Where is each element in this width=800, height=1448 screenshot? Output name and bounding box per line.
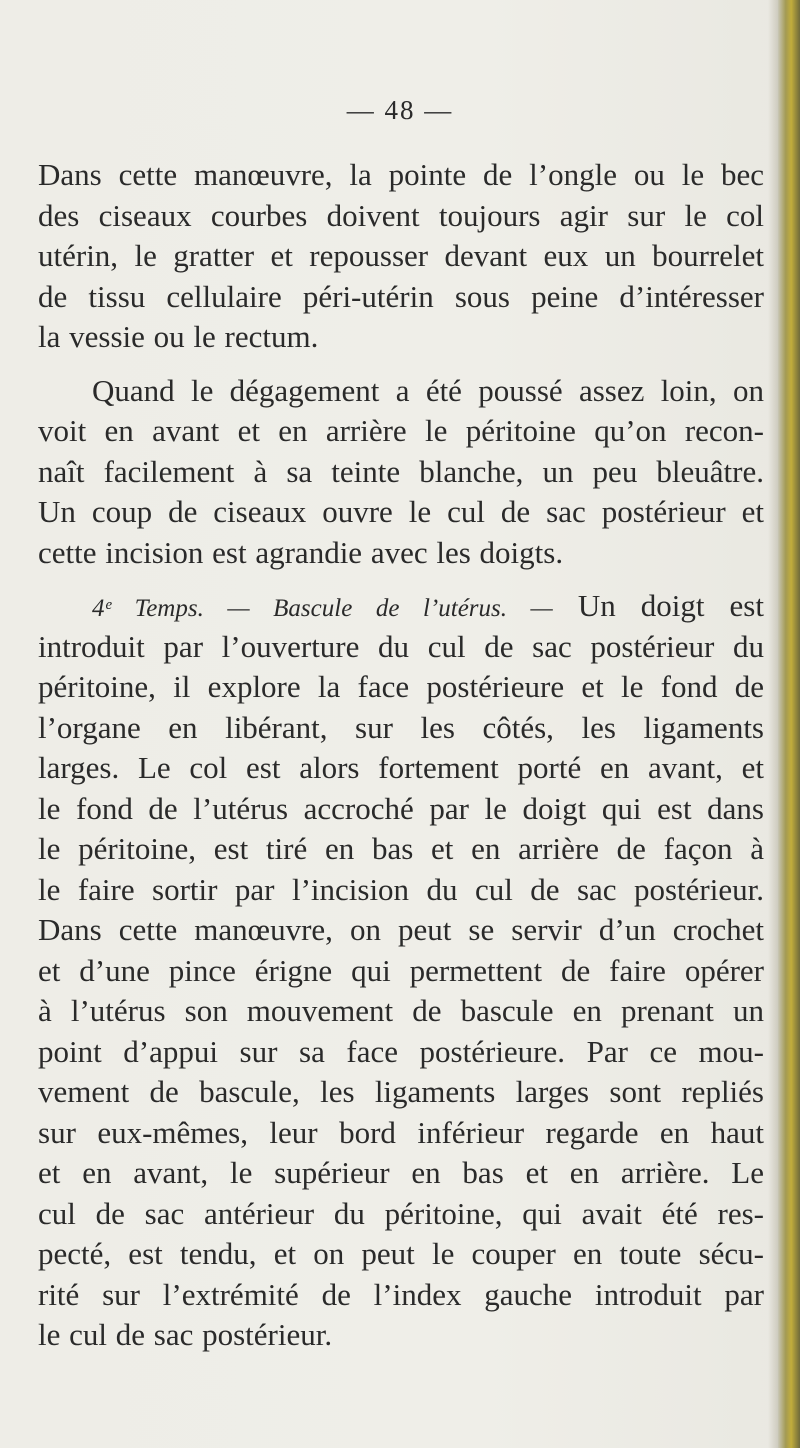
body-text [38, 155, 764, 1356]
text-line: de tissu cellulaire péri-utérin sous peine d’intéresser [38, 278, 764, 314]
book-spine-edge [778, 0, 800, 1448]
text-line: des ciseaux courbes doivent toujours agir sur le col [38, 197, 764, 233]
text-line: l’organe en libérant, sur les côtés, les ligaments [38, 709, 764, 745]
text-line: Dans cette manœuvre, on peut se servir d’un crochet [38, 912, 764, 947]
spine-shadow [768, 0, 778, 1448]
text-line: à l’utérus son mouvement de bascule en prenant un [38, 993, 764, 1028]
text-line: larges. Le col est alors fortement porté en avant, et [38, 750, 764, 785]
text-line: et en avant, le supérieur en bas et en arrière. Le [38, 1155, 764, 1190]
text-line: point d’appui sur sa face postérieure. Par ce mou- [38, 1033, 764, 1069]
text-line: et d’une pince érigne qui permettent de faire opérer [38, 952, 764, 988]
page-number: — 48 — [346, 95, 454, 125]
paragraph-3 [38, 586, 764, 1356]
text-line: le faire sortir par l’incision du cul de sac postérieur. [38, 871, 764, 907]
text-fragment: Un doigt est [577, 588, 764, 623]
text-line: sur eux-mêmes, leur bord inférieur regarde en haut [38, 1114, 764, 1150]
text-line: cul de sac antérieur du péritoine, qui avait été res- [38, 1195, 764, 1231]
section-heading: 4ᵉ Temps. — Bascule de l’utérus. — [92, 595, 553, 622]
text-line: Dans cette manœuvre, la pointe de l’ongle ou le bec [38, 157, 764, 192]
text-line: pecté, est tendu, et on peut le couper en toute sécu- [38, 1236, 764, 1271]
text-line: naît facilement à sa teinte blanche, un peu bleuâtre. [38, 453, 764, 489]
text-line: introduit par l’ouverture du cul de sac postérieur du [38, 628, 764, 664]
text-line: cette incision est agrandie avec les doigts. [38, 534, 564, 570]
text-line: utérin, le gratter et repousser devant eux un bourrelet [38, 238, 764, 273]
text-line: péritoine, il explore la face postérieure et le fond de [38, 669, 764, 704]
text-line: Quand le dégagement a été poussé assez loin, on [92, 372, 764, 408]
text-line: le fond de l’utérus accroché par le doigt qui est dans [38, 790, 764, 826]
paragraph-2 [38, 371, 764, 574]
text-line: voit en avant et en arrière le péritoine qu’on recon- [38, 413, 764, 448]
text-line: Un coup de ciseaux ouvre le cul de sac postérieur et [38, 494, 764, 529]
section-heading-line [38, 586, 764, 627]
text-line: le péritoine, est tiré en bas et en arrière de façon à [38, 831, 764, 866]
text-line: rité sur l’extrémité de l’index gauche introduit par [38, 1276, 764, 1312]
text-line: la vessie ou le rectum. [38, 319, 319, 354]
paragraph-1 [38, 155, 764, 358]
text-line: le cul de sac postérieur. [38, 1317, 333, 1352]
text-line: vement de bascule, les ligaments larges sont repliés [38, 1074, 764, 1109]
